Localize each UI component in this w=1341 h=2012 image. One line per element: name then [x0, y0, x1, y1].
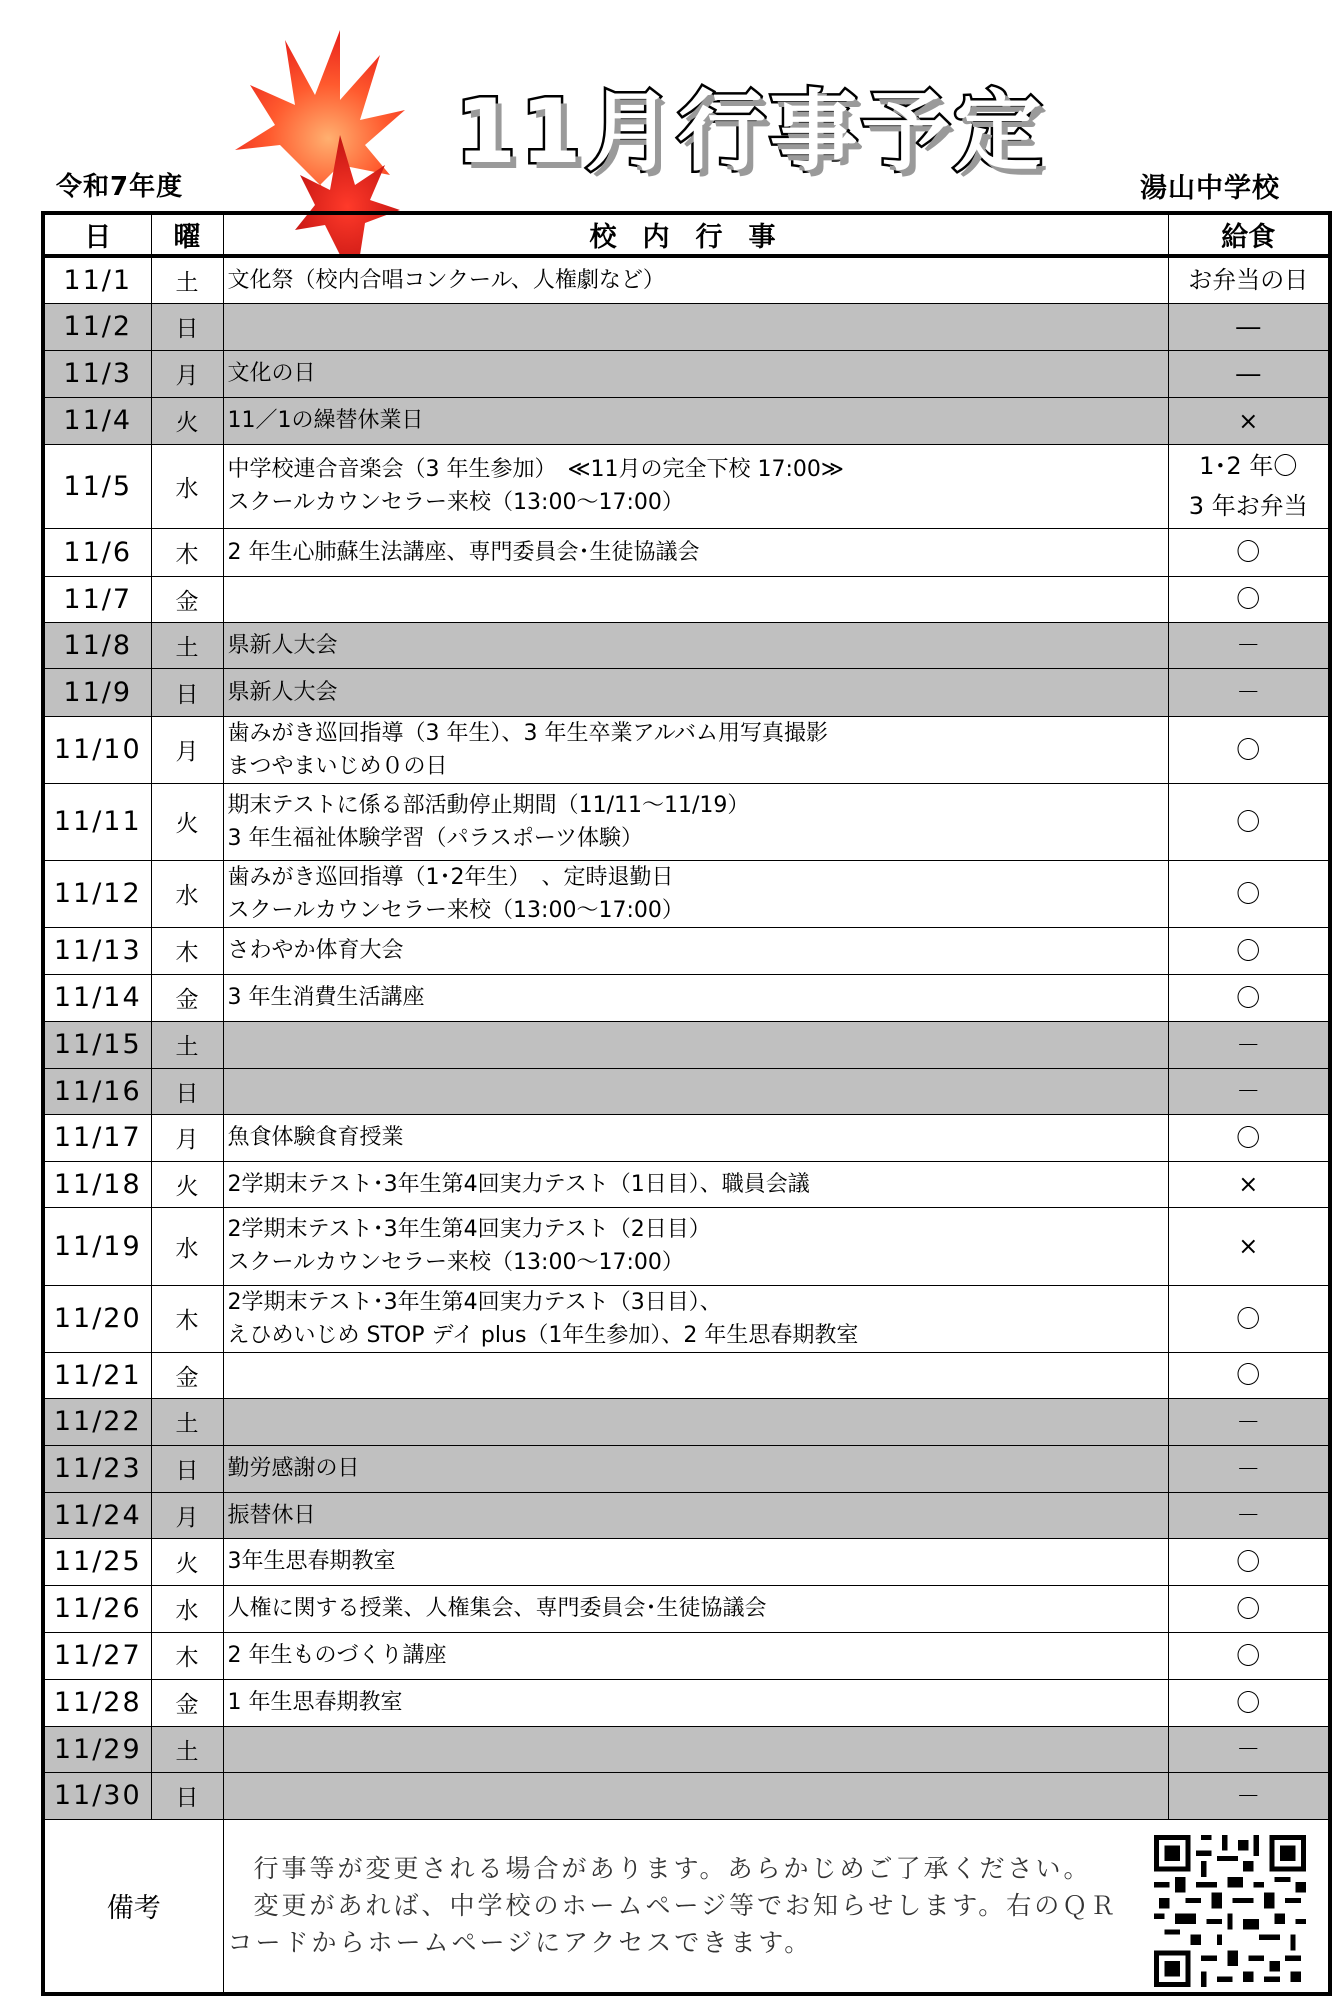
date-cell: 11/28 [43, 1679, 151, 1726]
remarks-label: 備考 [43, 1819, 223, 1994]
schedule-table [41, 211, 1332, 1996]
lunch-cell [1168, 256, 1330, 303]
weekday-cell: 水 [151, 444, 223, 528]
remarks-line: コードからホームページにアクセスできます。 [227, 1928, 813, 1958]
date-cell: 11/1 [43, 256, 151, 303]
weekday-cell: 日 [151, 1772, 223, 1819]
column-header-lunch: 給食 [1168, 213, 1330, 256]
lunch-status: 〇 [1236, 807, 1261, 836]
lunch-status: － [1236, 1454, 1261, 1483]
lunch-status: 〇 [1236, 585, 1261, 613]
weekday-cell: 土 [151, 1021, 223, 1068]
lunch-cell [1168, 927, 1330, 974]
events-cell [223, 444, 1168, 528]
events-cell [223, 927, 1168, 974]
remarks-row [43, 1819, 1330, 1994]
school-name: 湯山中学校 [1140, 173, 1280, 204]
schedule-rows [43, 256, 1330, 1819]
date-cell: 11/6 [43, 528, 151, 576]
events-cell [223, 528, 1168, 576]
weekday-cell: 日 [151, 1068, 223, 1114]
lunch-cell [1168, 783, 1330, 860]
weekday-cell: 月 [151, 1492, 223, 1538]
weekday-cell: 火 [151, 783, 223, 860]
lunch-status: 〇 [1236, 1123, 1261, 1152]
table-row [43, 860, 1330, 927]
lunch-cell [1168, 1352, 1330, 1398]
event-line: 期末テストに係る部活動停止期間（11/11～11/19） [227, 792, 750, 818]
lunch-cell [1168, 1114, 1330, 1161]
events-cell [223, 783, 1168, 860]
table-row [43, 1538, 1330, 1585]
events-cell [223, 1352, 1168, 1398]
table-row [43, 1021, 1330, 1068]
remarks-body [223, 1819, 1330, 1994]
lunch-status: － [1236, 1407, 1261, 1436]
table-row [43, 1492, 1330, 1538]
date-cell: 11/13 [43, 927, 151, 974]
lunch-status: － [1236, 1077, 1261, 1105]
table-row [43, 1068, 1330, 1114]
lunch-cell [1168, 974, 1330, 1021]
date-cell: 11/23 [43, 1445, 151, 1492]
lunch-status: － [1236, 678, 1261, 706]
lunch-status: お弁当の日 [1188, 266, 1309, 295]
lunch-cell [1168, 576, 1330, 622]
events-cell [223, 576, 1168, 622]
date-cell: 11/27 [43, 1632, 151, 1679]
lunch-status: 〇 [1236, 1688, 1261, 1717]
lunch-status: × [1238, 1232, 1259, 1260]
events-cell [223, 256, 1168, 303]
lunch-cell [1168, 1398, 1330, 1445]
lunch-status: ― [1236, 359, 1261, 388]
event-line: 1 年生思春期教室 [227, 1690, 403, 1715]
event-line: 3年生思春期教室 [227, 1549, 396, 1574]
date-cell: 11/15 [43, 1021, 151, 1068]
table-row [43, 1679, 1330, 1726]
event-line: 11／1の繰替休業日 [227, 408, 424, 433]
date-cell: 11/29 [43, 1726, 151, 1772]
event-line: 2学期末テスト･3年生第4回実力テスト（2日目） [227, 1217, 711, 1242]
weekday-cell: 金 [151, 1679, 223, 1726]
events-cell [223, 860, 1168, 927]
date-cell: 11/24 [43, 1492, 151, 1538]
weekday-cell: 水 [151, 860, 223, 927]
events-cell [223, 1538, 1168, 1585]
event-line: 魚食体験食育授業 [227, 1125, 404, 1150]
events-cell [223, 350, 1168, 397]
event-line: スクールカウンセラー来校（13:00～17:00） [227, 897, 684, 923]
weekday-cell: 火 [151, 1161, 223, 1207]
weekday-cell: 土 [151, 1398, 223, 1445]
date-cell: 11/14 [43, 974, 151, 1021]
weekday-cell: 日 [151, 668, 223, 716]
event-line: 3 年生消費生活講座 [227, 985, 425, 1010]
lunch-cell [1168, 1772, 1330, 1819]
date-cell: 11/12 [43, 860, 151, 927]
lunch-status: × [1238, 406, 1259, 435]
table-row [43, 303, 1330, 350]
table-row [43, 1398, 1330, 1445]
table-row [43, 1207, 1330, 1285]
lunch-cell [1168, 1585, 1330, 1632]
table-row [43, 716, 1330, 783]
date-cell: 11/10 [43, 716, 151, 783]
date-cell: 11/21 [43, 1352, 151, 1398]
weekday-cell: 水 [151, 1585, 223, 1632]
table-row [43, 622, 1330, 668]
lunch-status: － [1236, 1781, 1261, 1810]
events-cell [223, 1726, 1168, 1772]
event-line: えひめいじめ STOP デイ plus（1年生参加）、2 年生思春期教室 [227, 1322, 859, 1348]
weekday-cell: 金 [151, 1352, 223, 1398]
lunch-cell [1168, 1538, 1330, 1585]
lunch-cell [1168, 444, 1330, 528]
weekday-cell: 土 [151, 622, 223, 668]
lunch-status: 1･2 年〇 [1199, 452, 1298, 480]
table-row [43, 576, 1330, 622]
date-cell: 11/16 [43, 1068, 151, 1114]
date-cell: 11/9 [43, 668, 151, 716]
events-cell [223, 1114, 1168, 1161]
events-cell [223, 974, 1168, 1021]
column-header-day: 曜 [151, 213, 223, 256]
events-cell [223, 397, 1168, 444]
table-row [43, 1445, 1330, 1492]
lunch-cell [1168, 1161, 1330, 1207]
events-cell [223, 668, 1168, 716]
lunch-status: 〇 [1236, 936, 1261, 965]
event-line: 勤労感謝の日 [227, 1456, 360, 1481]
weekday-cell: 月 [151, 1114, 223, 1161]
date-cell: 11/25 [43, 1538, 151, 1585]
events-cell [223, 303, 1168, 350]
lunch-cell [1168, 350, 1330, 397]
event-line: 振替休日 [227, 1502, 316, 1528]
event-line: さわやか体育大会 [227, 938, 404, 963]
weekday-cell: 金 [151, 576, 223, 622]
date-cell: 11/8 [43, 622, 151, 668]
events-cell [223, 716, 1168, 783]
lunch-status: 3 年お弁当 [1188, 492, 1308, 520]
table-row [43, 1285, 1330, 1352]
lunch-status: × [1238, 1170, 1259, 1198]
weekday-cell: 木 [151, 1285, 223, 1352]
date-cell: 11/7 [43, 576, 151, 622]
table-row [43, 1772, 1330, 1819]
table-row [43, 974, 1330, 1021]
lunch-status: 〇 [1236, 1361, 1261, 1389]
lunch-status: － [1236, 1501, 1261, 1529]
event-line: 人権に関する授業、人権集会、専門委員会･生徒協議会 [227, 1596, 767, 1621]
column-header-date: 日 [43, 213, 151, 256]
table-row [43, 668, 1330, 716]
event-line: 県新人大会 [227, 679, 338, 705]
events-cell [223, 1585, 1168, 1632]
weekday-cell: 土 [151, 1726, 223, 1772]
weekday-cell: 木 [151, 927, 223, 974]
lunch-cell [1168, 1068, 1330, 1114]
table-header-row [43, 213, 1330, 256]
table-row [43, 350, 1330, 397]
table-row [43, 1352, 1330, 1398]
events-cell [223, 622, 1168, 668]
weekday-cell: 土 [151, 256, 223, 303]
table-row [43, 1726, 1330, 1772]
date-cell: 11/4 [43, 397, 151, 444]
date-cell: 11/26 [43, 1585, 151, 1632]
date-cell: 11/5 [43, 444, 151, 528]
lunch-cell [1168, 1632, 1330, 1679]
event-line: 文化祭（校内合唱コンクール、人権劇など） [227, 267, 665, 293]
weekday-cell: 日 [151, 303, 223, 350]
events-cell [223, 1679, 1168, 1726]
events-cell [223, 1492, 1168, 1538]
lunch-cell [1168, 1207, 1330, 1285]
weekday-cell: 木 [151, 1632, 223, 1679]
lunch-status: 〇 [1236, 1304, 1261, 1333]
table-row [43, 397, 1330, 444]
lunch-status: 〇 [1236, 1547, 1261, 1576]
table-row [43, 528, 1330, 576]
events-cell [223, 1021, 1168, 1068]
qr-code-icon[interactable] [1154, 1833, 1306, 1989]
date-cell: 11/22 [43, 1398, 151, 1445]
weekday-cell: 日 [151, 1445, 223, 1492]
event-line: 歯みがき巡回指導（1･2年生） 、定時退勤日 [227, 864, 674, 890]
lunch-cell [1168, 303, 1330, 350]
remarks-line: 行事等が変更される場合があります。あらかじめご了承ください。 [253, 1854, 1092, 1884]
weekday-cell: 水 [151, 1207, 223, 1285]
events-cell [223, 1632, 1168, 1679]
lunch-status: 〇 [1236, 538, 1261, 566]
lunch-status: － [1236, 1030, 1261, 1059]
table-row [43, 1632, 1330, 1679]
event-line: 2 年生ものづくり講座 [227, 1643, 447, 1668]
lunch-cell [1168, 528, 1330, 576]
weekday-cell: 火 [151, 397, 223, 444]
table-row [43, 1114, 1330, 1161]
event-line: 2学期末テスト･3年生第4回実力テスト（3日目）、 [227, 1289, 722, 1315]
date-cell: 11/18 [43, 1161, 151, 1207]
events-cell [223, 1161, 1168, 1207]
page-title: 11月行事予定 [455, 80, 1046, 183]
table-row [43, 927, 1330, 974]
table-row [43, 256, 1330, 303]
remarks-line: 変更があれば、中学校のホームページ等でお知らせします。右のＱＲ [253, 1891, 1119, 1921]
date-cell: 11/19 [43, 1207, 151, 1285]
lunch-cell [1168, 1285, 1330, 1352]
lunch-cell [1168, 1726, 1330, 1772]
lunch-cell [1168, 716, 1330, 783]
events-cell [223, 1445, 1168, 1492]
event-line: スクールカウンセラー来校（13:00～17:00） [227, 1250, 684, 1275]
lunch-cell [1168, 1492, 1330, 1538]
date-cell: 11/30 [43, 1772, 151, 1819]
weekday-cell: 月 [151, 716, 223, 783]
events-cell [223, 1772, 1168, 1819]
events-cell [223, 1068, 1168, 1114]
lunch-status: － [1236, 1735, 1261, 1763]
event-line: 文化の日 [227, 361, 316, 386]
event-line: スクールカウンセラー来校（13:00～17:00） [227, 490, 684, 515]
table-row [43, 783, 1330, 860]
lunch-cell [1168, 1445, 1330, 1492]
lunch-cell [1168, 622, 1330, 668]
table-row [43, 1161, 1330, 1207]
events-cell [223, 1207, 1168, 1285]
event-line: 3 年生福祉体験学習（パラスポーツ体験） [227, 825, 643, 851]
lunch-status: － [1236, 631, 1261, 659]
table-row [43, 1585, 1330, 1632]
lunch-cell [1168, 397, 1330, 444]
event-line: 県新人大会 [227, 632, 338, 658]
lunch-status: 〇 [1236, 983, 1261, 1012]
date-cell: 11/11 [43, 783, 151, 860]
lunch-cell [1168, 1021, 1330, 1068]
lunch-status: ― [1236, 312, 1261, 341]
weekday-cell: 月 [151, 350, 223, 397]
weekday-cell: 火 [151, 1538, 223, 1585]
lunch-status: 〇 [1236, 879, 1261, 908]
event-line: 歯みがき巡回指導（3 年生）、3 年生卒業アルバム用写真撮影 [227, 720, 829, 746]
date-cell: 11/2 [43, 303, 151, 350]
event-line: 2学期末テスト･3年生第4回実力テスト（1日目）、職員会議 [227, 1171, 810, 1197]
events-cell [223, 1398, 1168, 1445]
event-line: まつやまいじめ０の日 [227, 753, 448, 779]
lunch-cell [1168, 668, 1330, 716]
date-cell: 11/17 [43, 1114, 151, 1161]
event-line: 2 年生心肺蘇生法講座、専門委員会･生徒協議会 [227, 539, 700, 565]
fiscal-year-label: 令和7年度 [56, 172, 184, 202]
lunch-cell [1168, 1679, 1330, 1726]
lunch-status: 〇 [1236, 1594, 1261, 1623]
events-cell [223, 1285, 1168, 1352]
lunch-cell [1168, 860, 1330, 927]
weekday-cell: 金 [151, 974, 223, 1021]
table-row [43, 444, 1330, 528]
lunch-status: 〇 [1236, 735, 1261, 764]
column-header-events: 校内行事 [223, 213, 1168, 256]
date-cell: 11/20 [43, 1285, 151, 1352]
date-cell: 11/3 [43, 350, 151, 397]
event-line: 中学校連合音楽会（3 年生参加） ≪11月の完全下校 17:00≫ [227, 457, 844, 482]
lunch-status: 〇 [1236, 1641, 1261, 1670]
weekday-cell: 木 [151, 528, 223, 576]
